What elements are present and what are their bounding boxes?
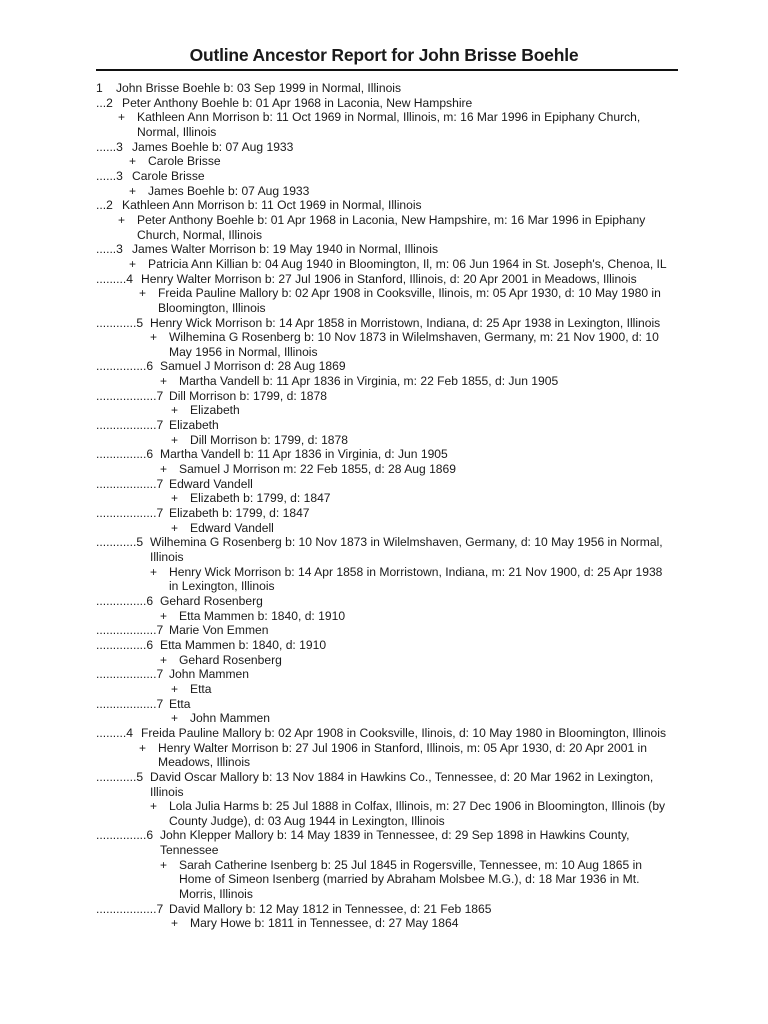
ancestor-entry bbox=[0, 447, 768, 462]
generation-marker: ..................7 bbox=[96, 506, 164, 521]
spouse-marker: + bbox=[171, 491, 179, 506]
ancestor-entry bbox=[0, 389, 768, 404]
spouse-text: Samuel J Morrison m: 22 Feb 1855, d: 28 Aug 1869 bbox=[179, 462, 456, 477]
spouse-marker: + bbox=[171, 520, 179, 535]
spouse-text: Elizabeth b: 1799, d: 1847 bbox=[190, 491, 331, 506]
generation-marker: .........4 bbox=[96, 271, 133, 286]
ancestor-text: Elizabeth b: 1799, d: 1847 bbox=[169, 506, 310, 521]
spouse-text: Edward Vandell bbox=[190, 520, 274, 535]
generation-marker: ..................7 bbox=[96, 418, 164, 433]
spouse-marker: + bbox=[129, 183, 137, 198]
generation-marker: ..................7 bbox=[96, 623, 164, 638]
spouse-marker: + bbox=[171, 681, 179, 696]
spouse-text: Gehard Rosenberg bbox=[179, 652, 282, 667]
spouse-marker: + bbox=[118, 110, 126, 125]
title-rule bbox=[96, 69, 678, 71]
spouse-text: Freida Pauline Mallory b: 02 Apr 1908 in Cooksville, Ilinois, m: 05 Apr 1930, d: 10 May 1980 in Bloomington, Illinois bbox=[158, 286, 661, 315]
spouse-entry bbox=[0, 565, 768, 594]
ancestor-text: Etta Mammen b: 1840, d: 1910 bbox=[160, 637, 327, 652]
ancestor-text: Etta bbox=[169, 696, 191, 711]
ancestor-entry bbox=[0, 242, 768, 257]
spouse-entry bbox=[0, 374, 768, 389]
spouse-entry bbox=[0, 154, 768, 169]
spouse-entry bbox=[0, 858, 768, 902]
spouse-text: Patricia Ann Killian b: 04 Aug 1940 in Bloomington, Il, m: 06 Jun 1964 in St. Joseph's, Chenoa, IL bbox=[148, 256, 667, 271]
generation-marker: ............5 bbox=[96, 769, 144, 784]
ancestor-entry bbox=[0, 506, 768, 521]
generation-marker: ...............6 bbox=[96, 828, 154, 843]
spouse-entry bbox=[0, 741, 768, 770]
spouse-marker: + bbox=[129, 256, 137, 271]
spouse-text: Lola Julia Harms b: 25 Jul 1888 in Colfax, Illinois, m: 27 Dec 1906 in Bloomington, Illinois (by County Judge), d: 03 Aug 1944 in Lexington, Illinois bbox=[169, 799, 666, 828]
spouse-marker: + bbox=[129, 154, 137, 169]
spouse-marker: + bbox=[171, 403, 179, 418]
ancestor-entry bbox=[0, 96, 768, 111]
spouse-marker: + bbox=[160, 857, 168, 872]
ancestor-entry bbox=[0, 169, 768, 184]
generation-marker: ...2 bbox=[96, 198, 113, 213]
ancestor-text: John Brisse Boehle b: 03 Sep 1999 in Normal, Illinois bbox=[116, 81, 402, 95]
spouse-marker: + bbox=[160, 652, 168, 667]
spouse-entry bbox=[0, 286, 768, 315]
ancestor-text: Samuel J Morrison d: 28 Aug 1869 bbox=[160, 359, 346, 374]
spouse-marker: + bbox=[160, 608, 168, 623]
generation-marker: ..................7 bbox=[96, 476, 164, 491]
generation-marker: 1 bbox=[96, 81, 103, 95]
spouse-entry bbox=[0, 521, 768, 536]
generation-marker: ...2 bbox=[96, 95, 113, 110]
spouse-entry bbox=[0, 653, 768, 668]
spouse-text: Carole Brisse bbox=[148, 154, 221, 169]
spouse-text: Mary Howe b: 1811 in Tennessee, d: 27 May 1864 bbox=[190, 916, 459, 931]
ancestor-outline bbox=[0, 81, 768, 931]
spouse-text: Henry Walter Morrison b: 27 Jul 1906 in Stanford, Illinois, m: 05 Apr 1930, d: 20 Apr 2001 in Meadows, Illinois bbox=[158, 740, 647, 770]
spouse-text: Elizabeth bbox=[190, 403, 240, 418]
spouse-entry bbox=[0, 110, 768, 139]
ancestor-text: Freida Pauline Mallory b: 02 Apr 1908 in Cooksville, Ilinois, d: 10 May 1980 in Bloomington, Illinois bbox=[141, 725, 667, 740]
ancestor-text: John Klepper Mallory b: 14 May 1839 in Tennessee, d: 29 Sep 1898 in Hawkins County, Tennessee bbox=[160, 828, 630, 858]
generation-marker: ............5 bbox=[96, 315, 144, 330]
spouse-text: Peter Anthony Boehle b: 01 Apr 1968 in Laconia, New Hampshire, m: 16 Mar 1996 in Epiphany Church, Normal, Illinois bbox=[137, 212, 646, 242]
generation-marker: ..................7 bbox=[96, 696, 164, 711]
ancestor-text: Peter Anthony Boehle b: 01 Apr 1968 in Laconia, New Hampshire bbox=[122, 95, 473, 110]
generation-marker: ............5 bbox=[96, 535, 144, 550]
spouse-entry bbox=[0, 403, 768, 418]
ancestor-text: Henry Walter Morrison b: 27 Jul 1906 in Stanford, Illinois, d: 20 Apr 2001 in Meadows, Illinois bbox=[141, 271, 637, 286]
ancestor-text: David Mallory b: 12 May 1812 in Tennessee, d: 21 Feb 1865 bbox=[169, 901, 492, 916]
ancestor-entry bbox=[0, 623, 768, 638]
generation-marker: ...............6 bbox=[96, 637, 154, 652]
ancestor-text: James Walter Morrison b: 19 May 1940 in Normal, Illinois bbox=[132, 242, 439, 257]
generation-marker: ......3 bbox=[96, 168, 123, 183]
ancestor-entry bbox=[0, 697, 768, 712]
ancestor-text: Kathleen Ann Morrison b: 11 Oct 1969 in Normal, Illinois bbox=[122, 198, 422, 213]
spouse-marker: + bbox=[118, 212, 126, 227]
spouse-entry bbox=[0, 257, 768, 272]
spouse-marker: + bbox=[160, 462, 168, 477]
ancestor-entry bbox=[0, 638, 768, 653]
spouse-marker: + bbox=[171, 432, 179, 447]
spouse-marker: + bbox=[160, 374, 168, 389]
spouse-entry bbox=[0, 711, 768, 726]
ancestor-entry bbox=[0, 316, 768, 331]
ancestor-entry bbox=[0, 828, 768, 857]
spouse-text: Etta bbox=[190, 681, 212, 696]
ancestor-entry bbox=[0, 770, 768, 799]
spouse-text: Sarah Catherine Isenberg b: 25 Jul 1845 in Rogersville, Tennessee, m: 10 Aug 1865 in Home of Simeon Isenberg (married by Abraham Molsbee M.G.), d: 18 Mar 1936 in Mt. Morris, Illinois bbox=[179, 857, 642, 902]
generation-marker: ......3 bbox=[96, 139, 123, 154]
generation-marker: ..................7 bbox=[96, 901, 164, 916]
ancestor-entry bbox=[0, 140, 768, 155]
ancestor-entry bbox=[0, 535, 768, 564]
spouse-entry bbox=[0, 433, 768, 448]
ancestor-text: Martha Vandell b: 11 Apr 1836 in Virginia, d: Jun 1905 bbox=[160, 447, 448, 462]
spouse-entry bbox=[0, 916, 768, 931]
ancestor-entry bbox=[0, 477, 768, 492]
report-title: Outline Ancestor Report for John Brisse Boehle bbox=[189, 45, 579, 65]
ancestor-text: Henry Wick Morrison b: 14 Apr 1858 in Morristown, Indiana, d: 25 Apr 1938 in Lexington, Illinois bbox=[150, 315, 661, 330]
generation-marker: ......3 bbox=[96, 242, 123, 257]
spouse-entry bbox=[0, 799, 768, 828]
ancestor-entry bbox=[0, 81, 768, 96]
spouse-marker: + bbox=[171, 916, 179, 931]
generation-marker: ..................7 bbox=[96, 388, 164, 403]
ancestor-text: John Mammen bbox=[169, 667, 249, 682]
spouse-marker: + bbox=[139, 286, 147, 301]
spouse-text: Etta Mammen b: 1840, d: 1910 bbox=[179, 608, 346, 623]
ancestor-text: Carole Brisse bbox=[132, 168, 205, 183]
spouse-entry bbox=[0, 682, 768, 697]
ancestor-entry bbox=[0, 198, 768, 213]
spouse-text: James Boehle b: 07 Aug 1933 bbox=[148, 183, 310, 198]
ancestor-text: James Boehle b: 07 Aug 1933 bbox=[132, 139, 294, 154]
spouse-text: Henry Wick Morrison b: 14 Apr 1858 in Morristown, Indiana, m: 21 Nov 1900, d: 25 Apr 1938 in Lexington, Illinois bbox=[169, 564, 663, 594]
spouse-text: Kathleen Ann Morrison b: 11 Oct 1969 in Normal, Illinois, m: 16 Mar 1996 in Epiphany Church, Normal, Illinois bbox=[137, 110, 641, 139]
generation-marker: .........4 bbox=[96, 725, 133, 740]
generation-marker: ...............6 bbox=[96, 359, 154, 374]
spouse-entry bbox=[0, 491, 768, 506]
ancestor-entry bbox=[0, 594, 768, 609]
ancestor-entry bbox=[0, 359, 768, 374]
ancestor-text: Wilhemina G Rosenberg b: 10 Nov 1873 in Wilelmshaven, Germany, d: 10 May 1956 in Normal, Illinois bbox=[150, 535, 663, 564]
generation-marker: ...............6 bbox=[96, 447, 154, 462]
generation-marker: ..................7 bbox=[96, 667, 164, 682]
ancestor-text: Gehard Rosenberg bbox=[160, 593, 263, 608]
ancestor-text: Marie Von Emmen bbox=[169, 623, 269, 638]
spouse-text: Martha Vandell b: 11 Apr 1836 in Virginia, m: 22 Feb 1855, d: Jun 1905 bbox=[179, 374, 559, 389]
spouse-marker: + bbox=[171, 711, 179, 726]
ancestor-text: Elizabeth bbox=[169, 418, 219, 433]
spouse-marker: + bbox=[150, 330, 158, 345]
ancestor-entry bbox=[0, 726, 768, 741]
spouse-entry bbox=[0, 609, 768, 624]
spouse-text: Dill Morrison b: 1799, d: 1878 bbox=[190, 432, 348, 447]
ancestor-text: Dill Morrison b: 1799, d: 1878 bbox=[169, 388, 327, 403]
spouse-marker: + bbox=[150, 799, 158, 814]
spouse-entry bbox=[0, 184, 768, 199]
ancestor-entry bbox=[0, 272, 768, 287]
ancestor-text: David Oscar Mallory b: 13 Nov 1884 in Hawkins Co., Tennessee, d: 20 Mar 1962 in Lexington, Illinois bbox=[150, 769, 654, 799]
spouse-text: John Mammen bbox=[190, 711, 270, 726]
spouse-entry bbox=[0, 330, 768, 359]
ancestor-text: Edward Vandell bbox=[169, 476, 253, 491]
spouse-entry bbox=[0, 462, 768, 477]
ancestor-entry bbox=[0, 667, 768, 682]
spouse-marker: + bbox=[139, 740, 147, 755]
spouse-marker: + bbox=[150, 564, 158, 579]
ancestor-entry bbox=[0, 418, 768, 433]
ancestor-entry bbox=[0, 902, 768, 917]
spouse-entry bbox=[0, 213, 768, 242]
generation-marker: ...............6 bbox=[96, 593, 154, 608]
spouse-text: Wilhemina G Rosenberg b: 10 Nov 1873 in Wilelmshaven, Germany, m: 21 Nov 1900, d: 10 May 1956 in Normal, Illinois bbox=[169, 330, 659, 359]
